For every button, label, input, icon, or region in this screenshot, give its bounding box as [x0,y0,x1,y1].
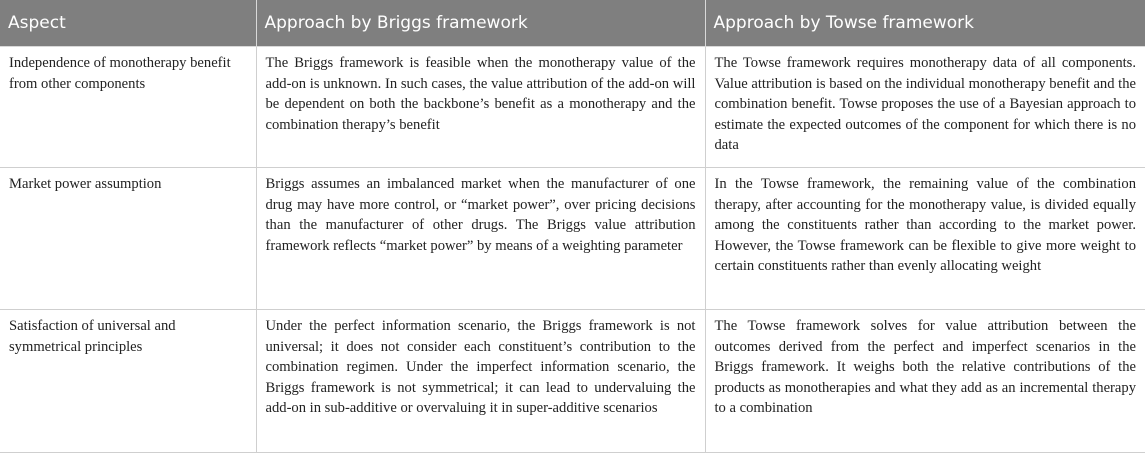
table-body [0,47,1145,453]
table-header [0,0,1145,47]
table-row [0,47,1145,168]
briggs-cell: The Briggs framework is feasible when the monotherapy value of the add-on is unknown. In such cases, the value attribution of the add-on will be dependent on both the backbone’s benefit as a monotherapy and the combination therapy’s benefit [256,47,705,168]
aspect-cell: Independence of monotherapy benefit from other components [0,47,256,168]
aspect-cell: Satisfaction of universal and symmetrical principles [0,310,256,453]
aspect-cell: Market power assumption [0,168,256,310]
briggs-cell: Under the perfect information scenario, the Briggs framework is not universal; it does not consider each constituent’s contribution to the combination regimen. Under the imperfect information scenario, the Briggs framework is not symmetrical; it can lead to undervaluing the add-on in sub-additive or overvaluing it in super-additive scenarios [256,310,705,453]
towse-cell: The Towse framework solves for value attribution between the outcomes derived from the perfect and imperfect scenarios in the Briggs framework. It weighs both the relative contributions of the products as monotherapies and what they add as an incremental therapy to a combination [705,310,1145,453]
header-aspect: Aspect [0,0,256,47]
header-briggs: Approach by Briggs framework [256,0,705,47]
header-towse: Approach by Towse framework [705,0,1145,47]
briggs-cell: Briggs assumes an imbalanced market when the manufacturer of one drug may have more control, or “market power”, over pricing decisions than the manufacturer of other drugs. The Briggs value attribution framework reflects “market power” by means of a weighting parameter [256,168,705,310]
table-row [0,310,1145,453]
table-row [0,168,1145,310]
header-row [0,0,1145,47]
towse-cell: The Towse framework requires monotherapy data of all components. Value attribution is based on the individual monotherapy benefit and the combination benefit. Towse proposes the use of a Bayesian approach to estimate the expected outcomes of the component for which there is no data [705,47,1145,168]
towse-cell: In the Towse framework, the remaining value of the combination therapy, after accounting for the monotherapy value, is divided equally among the constituents rather than according to the market power. However, the Towse framework can be flexible to give more weight to certain constituents rather than evenly allocating weight [705,168,1145,310]
